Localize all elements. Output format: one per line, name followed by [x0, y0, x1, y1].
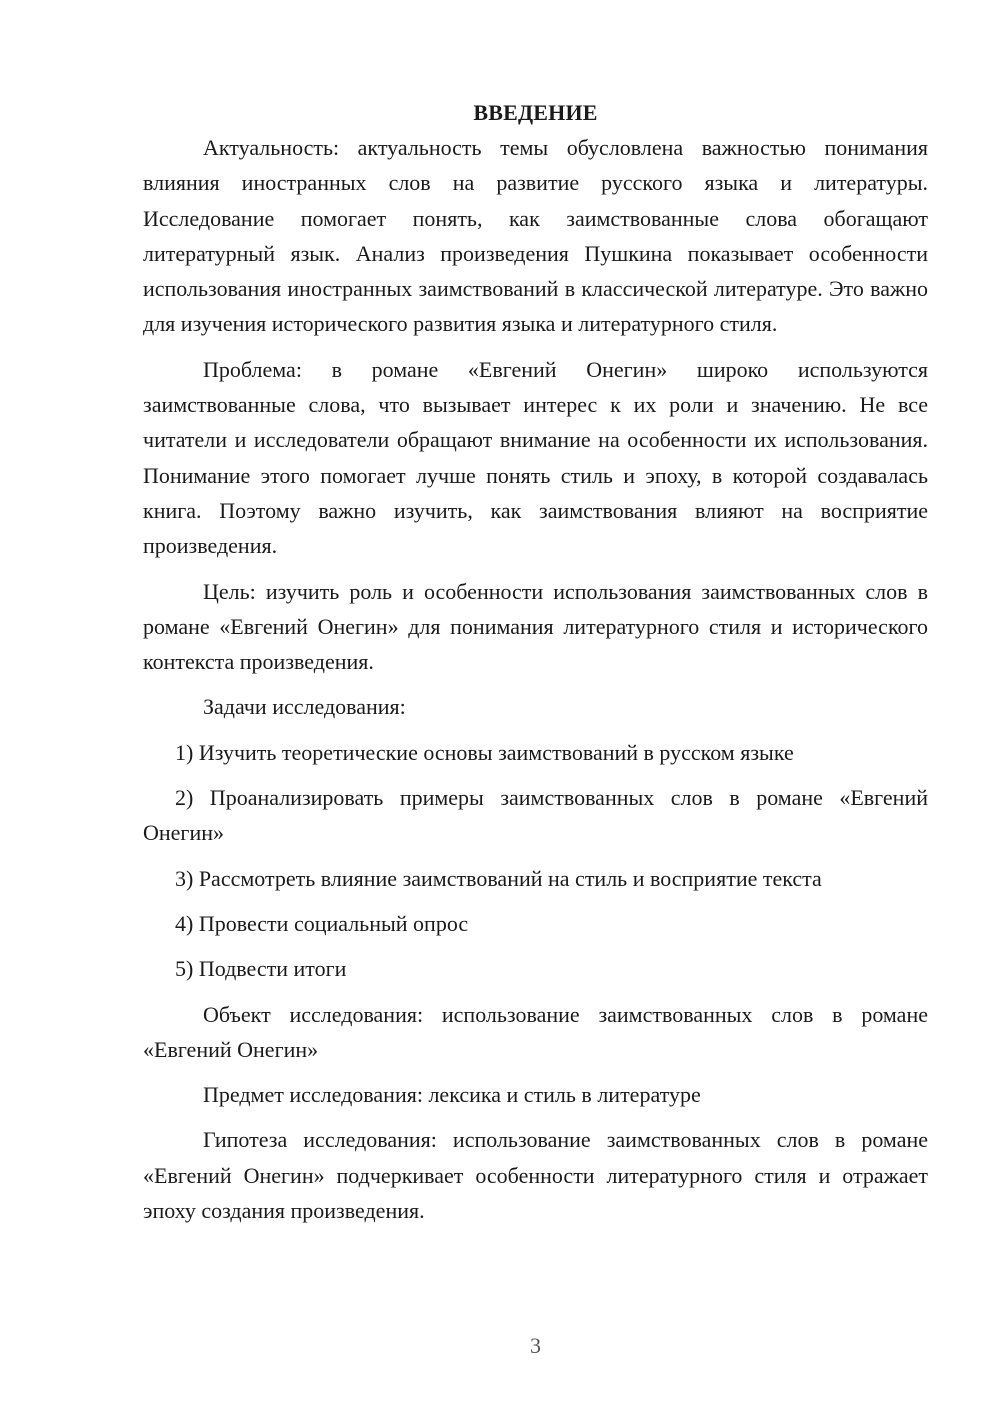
- paragraph-subject: Предмет исследования: лексика и стиль в литературе: [203, 1082, 701, 1108]
- task-item-1: 1) Изучить теоретические основы заимствований в русском языке: [175, 739, 794, 765]
- paragraph-object: Объект исследования: использование заимствованных слов в романе «Евгений Онегин»: [143, 1001, 928, 1062]
- paragraph-problem: Проблема: в романе «Евгений Онегин» широко используются заимствованные слова, что вызывает интерес к их роли и значению. Не все читатели и исследователи обращают внимание на особенности их использования. Понимание этого помогает лучше понять стиль и эпоху, в которой создавалась книга. Поэтому важно изучить, как заимствования влияют на восприятие произведения.: [143, 356, 928, 559]
- page-number: 3: [530, 1333, 541, 1358]
- paragraph-relevance: Актуальность: актуальность темы обусловлена важностью понимания влияния иностранных слов на развитие русского языка и литературы. Исследование помогает понять, как заимствованные слова обогащают литературный язык. Анализ произведения Пушкина показывает особенности использования иностранных заимствований в классической литературе. Это важно для изучения исторического развития языка и литературного стиля.: [143, 135, 928, 337]
- paragraph-hypothesis: Гипотеза исследования: использование заимствованных слов в романе «Евгений Онегин» подчеркивает особенности литературного стиля и отражает эпоху создания произведения.: [143, 1127, 928, 1224]
- task-item-2: 2) Проанализировать примеры заимствованных слов в романе «Евгений Онегин»: [143, 785, 928, 846]
- task-item-3: 3) Рассмотреть влияние заимствований на стиль и восприятие текста: [175, 865, 822, 891]
- tasks-heading: Задачи исследования:: [203, 694, 406, 720]
- task-item-5: 5) Подвести итоги: [175, 956, 347, 982]
- document-page: [143, 95, 928, 1238]
- paragraph-goal: Цель: изучить роль и особенности использования заимствованных слов в романе «Евгений Онегин» для понимания литературного стиля и исторического контекста произведения.: [143, 578, 928, 675]
- section-title: ВВЕДЕНИЕ: [473, 100, 598, 125]
- task-item-4: 4) Провести социальный опрос: [175, 910, 469, 936]
